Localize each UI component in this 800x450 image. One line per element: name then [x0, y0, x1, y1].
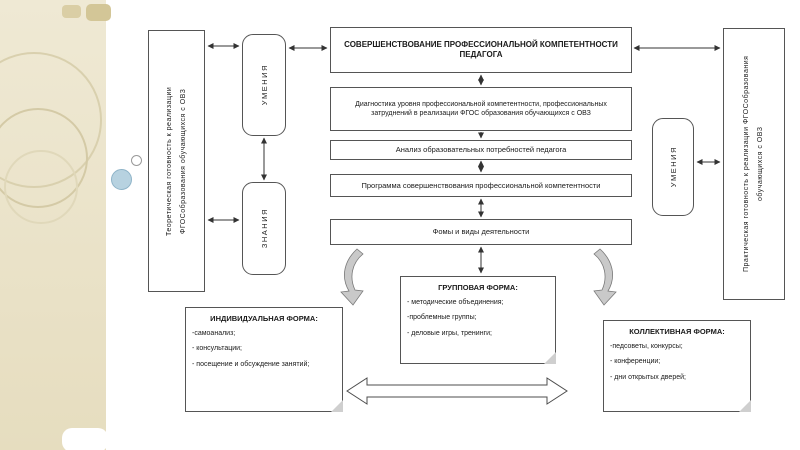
decorative-small-circle: [131, 155, 142, 166]
decorative-circle: [4, 150, 78, 224]
group-form-box: [400, 276, 556, 364]
skills-label-left: УМЕНИЯ: [259, 64, 269, 106]
decorative-sidebar: [0, 0, 106, 450]
individual-form-title: ИНДИВИДУАЛЬНАЯ ФОРМА:: [210, 314, 318, 323]
decorative-tab: [86, 4, 111, 21]
collective-form-box: [603, 320, 751, 412]
main-title-box: [330, 27, 632, 73]
analysis-box: [330, 140, 632, 160]
forms-box: [330, 219, 632, 245]
skills-label-right: УМЕНИЯ: [668, 146, 678, 188]
list-item: - методические объединения;: [407, 299, 504, 306]
practical-readiness-box: [723, 28, 785, 300]
program-box: [330, 174, 632, 197]
list-item: - деловые игры, тренинги;: [407, 329, 492, 337]
program-label: Программа совершенствования профессиональной компетентности: [361, 180, 601, 190]
decorative-tab: [62, 5, 81, 18]
curved-arrow-right: [594, 249, 616, 305]
knowledge-box: [242, 182, 286, 275]
theoretical-readiness-label: Теоретическая готовность к реализации ФГОСобразования обучающихся с ОВЗ: [165, 86, 187, 236]
main-title-label: СОВЕРШЕНСТВОВАНИЕ ПРОФЕССИОНАЛЬНОЙ КОМПЕТЕНТНОСТИ ПЕДАГОГА: [344, 39, 618, 59]
decorative-blue-circle: [111, 169, 132, 190]
analysis-label: Анализ образовательных потребностей педагога: [395, 145, 567, 155]
forms-label: Фомы и виды деятельности: [432, 227, 530, 237]
knowledge-label: ЗНАНИЯ: [259, 208, 269, 249]
list-item: -самоанализ;: [192, 330, 236, 337]
double-arrow-horizontal: [347, 378, 567, 404]
group-form-title: ГРУППОВАЯ ФОРМА:: [438, 283, 518, 292]
individual-form-box: [185, 307, 343, 412]
decorative-notch: [62, 428, 108, 450]
practical-readiness-label: Практическая готовность к реализации ФГОСобразования обучающихся с ОВЗ: [743, 55, 764, 273]
list-item: - консультации;: [192, 345, 243, 353]
list-item: - посещение и обсуждение занятий;: [192, 360, 310, 368]
list-item: - дни открытых дверей;: [610, 373, 686, 381]
curved-arrow-left: [341, 249, 363, 305]
diagnostics-label: Диагностика уровня профессиональной компетентности, профессиональных затруднений в реализации ФГОС образования обучающихся с ОВЗ: [355, 100, 607, 117]
skills-box-right: [652, 118, 694, 216]
skills-box-left: [242, 34, 286, 136]
diagnostics-box: [330, 87, 632, 131]
collective-form-title: КОЛЛЕКТИВНАЯ ФОРМА:: [629, 327, 725, 336]
list-item: -проблемные группы;: [407, 314, 477, 322]
list-item: - конференции;: [610, 358, 661, 366]
theoretical-readiness-box: [148, 30, 205, 292]
list-item: -педсоветы, конкурсы;: [610, 343, 683, 350]
